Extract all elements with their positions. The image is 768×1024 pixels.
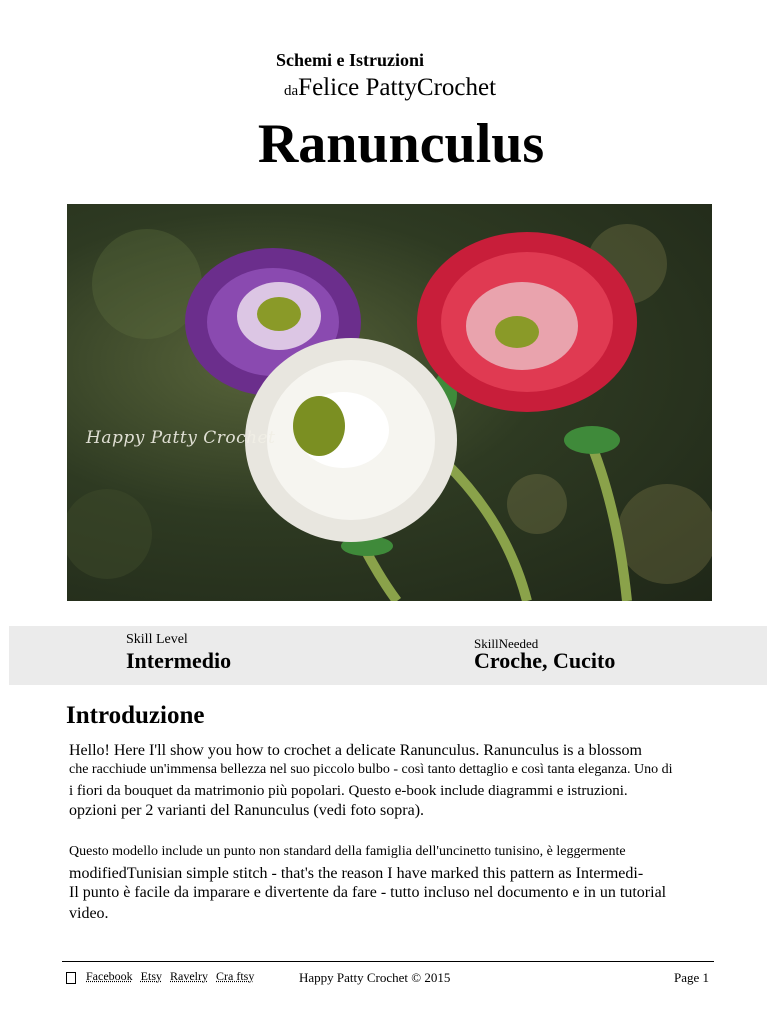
intro-line: Hello! Here I'll show you how to crochet a delicate Ranunculus. Ranunculus is a blossom [69, 742, 642, 759]
skill-level-value: Intermedio [126, 648, 232, 673]
photo-watermark: Happy Patty Crochet [86, 428, 276, 448]
footer-divider [62, 961, 714, 962]
intro-line: modifiedTunisian simple stitch - that's the reason I have marked this pattern as Intermedi- [69, 865, 644, 882]
intro-line: che racchiude un'immensa bellezza nel suo piccolo bulbo - così tanto dettaglio e così tanta eleganza. Uno di [69, 762, 673, 777]
ranunculus-photo [67, 204, 712, 601]
intro-line: Il punto è facile da imparare e divertente da fare - tutto incluso nel documento e in un tutorial [69, 884, 667, 901]
author-name: Felice PattyCrochet [298, 74, 497, 101]
skill-needed-label: SkillNeeded [474, 636, 539, 651]
page-icon [66, 972, 76, 984]
intro-line: opzioni per 2 varianti del Ranunculus (vedi foto sopra). [69, 802, 425, 819]
ravelry-link[interactable]: Ravelry [170, 969, 208, 983]
skill-level-label: Skill Level [126, 632, 188, 647]
footer-links [86, 969, 254, 984]
page-number: Page 1 [674, 970, 710, 985]
intro-line: i fiori da bouquet da matrimonio più popolari. Questo e-book include diagrammi e istruzioni. [69, 783, 628, 799]
white-flower [245, 338, 457, 542]
author-prefix: da [284, 83, 299, 99]
header-subtitle: Schemi e Istruzioni [276, 50, 424, 70]
page-title: Ranunculus [257, 113, 545, 175]
intro-line: Questo modello include un punto non standard della famiglia dell'uncinetto tunisino, è leggermente [69, 844, 626, 859]
red-flower [417, 232, 637, 412]
footer-copyright: Happy Patty Crochet © 2015 [299, 970, 451, 985]
intro-heading: Introduzione [66, 702, 205, 729]
skill-band [9, 626, 767, 685]
skill-needed-value: Croche, Cucito [474, 648, 616, 673]
flowers-illustration [67, 204, 712, 601]
etsy-link[interactable]: Etsy [140, 969, 162, 983]
craftsy-link[interactable]: Cra ftsy [216, 969, 255, 983]
intro-line: video. [69, 905, 109, 922]
facebook-link[interactable]: Facebook [86, 969, 133, 983]
header-author [284, 74, 496, 102]
